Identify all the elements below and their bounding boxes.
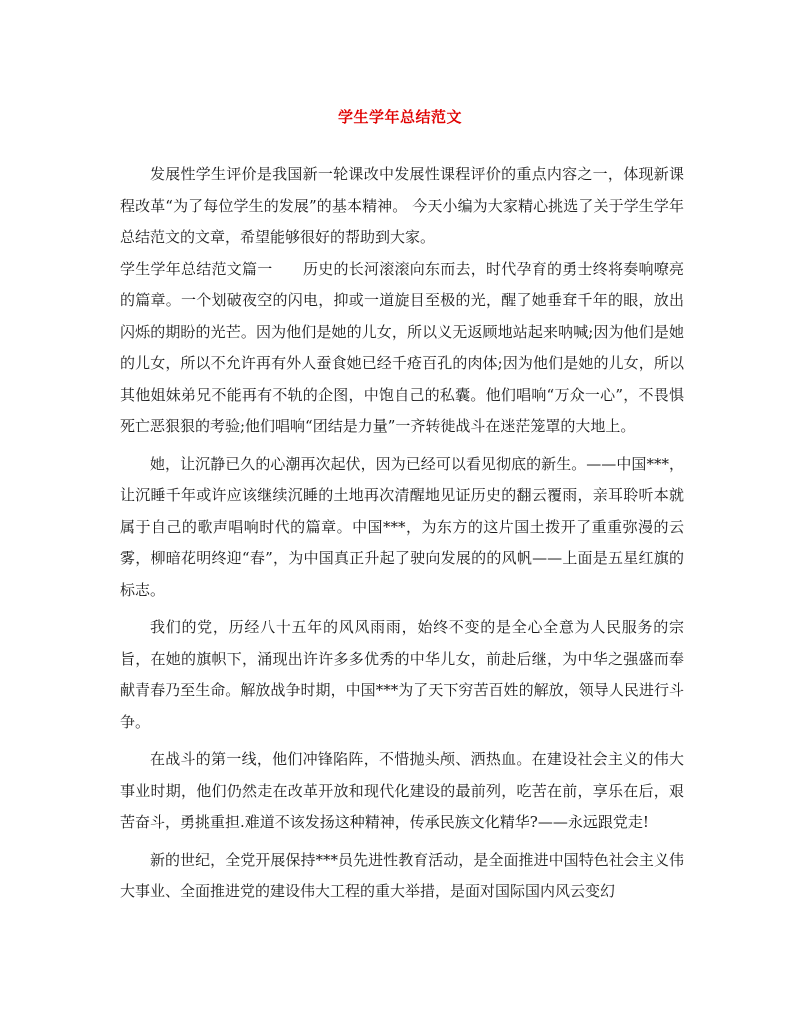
paragraph-intro: 发展性学生评价是我国新一轮课改中发展性课程评价的重点内容之一，体现新课程改革“为了每位学生的发展”的基本精神。 今天小编为大家精心挑选了关于学生学年总结范文的文章，希望能够很好的帮助到大家。: [120, 165, 684, 246]
document-body: [120, 159, 684, 914]
document-title: 学生学年总结范文: [337, 108, 462, 126]
paragraph-new-century: 新的世纪，全党开展保持***员先进性教育活动，是全面推进中国特色社会主义伟大事业、全面推进党的建设伟大工程的重大举措，是面对国际国内风云变幻: [120, 850, 684, 900]
paragraph-section-one: 学生学年总结范文篇一 历史的长河滚滚向东而去，时代孕育的勇士终将奏响嘹亮的篇章。一个划破夜空的闪电，抑或一道旋目至极的光，醒了她垂耷千年的眼，放出闪烁的期盼的光芒。因为他们是她的儿女，所以义无返顾地站起来呐喊;因为他们是她的儿女，所以不允许再有外人蚕食她已经千疮百孔的肉体;因为他们是她的儿女，所以其他姐妹弟兄不能再有不轨的企图，中饱自己的私囊。他们唱响“万众一心”，不畏惧死亡恶狠狠的考验;他们唱响“团结是力量”一齐转徙战斗在迷茫笼罩的大地上。: [120, 259, 684, 435]
paragraph-front-line: 在战斗的第一线，他们冲锋陷阵，不惜抛头颅、洒热血。在建设社会主义的伟大事业时期，他们仍然走在改革开放和现代化建设的最前列，吃苦在前，享乐在后，艰苦奋斗，勇挑重担.难道不该发扬这种精神，传承民族文化精华?——永远跟党走!: [120, 750, 684, 831]
paragraph-our-party: 我们的党，历经八十五年的风风雨雨，始终不变的是全心全意为人民服务的宗旨，在她的旗帜下，涌现出许许多多优秀的中华儿女，前赴后继，为中华之强盛而奉献青春乃至生命。解放战争时期，中国***为了天下穷苦百姓的解放，领导人民进行斗争。: [120, 618, 684, 731]
paragraph-new-life: 她，让沉静已久的心潮再次起伏，因为已经可以看见彻底的新生。——中国***，让沉睡千年或许应该继续沉睡的土地再次清醒地见证历史的翻云覆雨，亲耳聆听本就属于自己的歌声唱响时代的篇章。中国***，为东方的这片国土拨开了重重弥漫的云雾，柳暗花明终迎“春”，为中国真正升起了驶向发展的的风帆——上面是五星红旗的标志。: [120, 454, 684, 599]
